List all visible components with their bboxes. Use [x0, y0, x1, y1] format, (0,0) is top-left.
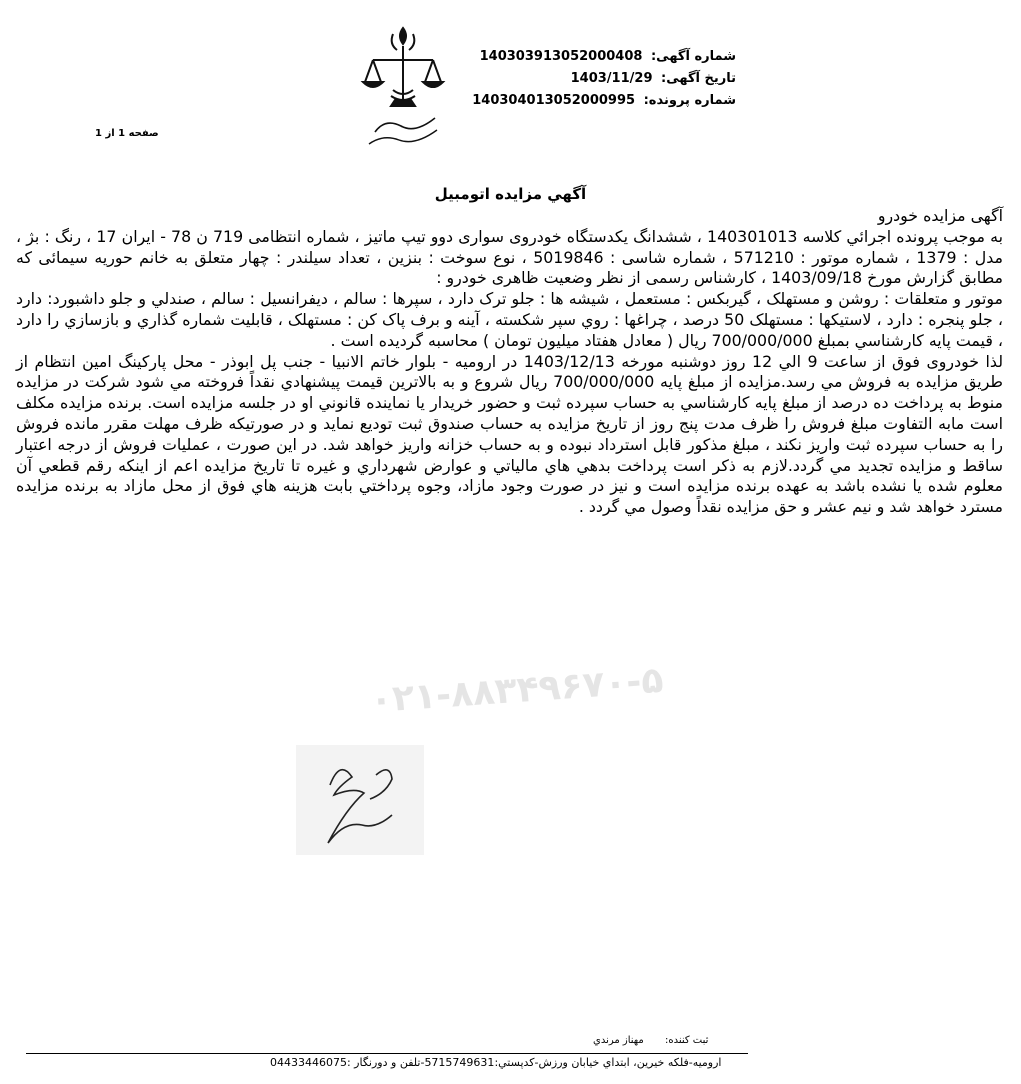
notice-date-label: تاریخ آگهی:	[661, 71, 736, 86]
notice-date-row	[472, 68, 736, 90]
notice-metadata	[472, 46, 736, 112]
notice-number-label: شماره آگهی:	[650, 49, 736, 64]
notice-date: 1403/11/29	[570, 71, 653, 86]
paragraph-condition: موتور و متعلقات : روشن و مستهلک ، گيربكس : مستعمل ، شيشه ها : جلو ترک دارد ، سپرها : سالم ، ديفرانسيل : سالم ، صندلي و جلو داشبورد: دارد ، جلو پنجره : دارد ، لاستيكها : مستهلک 50 درصد ، چراغها : روي سپر شكسته ، آينه و برف پاک كن : مستهلک ، قابليت شماره گذاري و بازسازي را دارد ، قيمت پايه كارشناسي بمبلغ 700/000/000 ريال ( معادل هفتاد ميليون تومان ) محاسبه گرديده است .	[16, 289, 1003, 350]
case-number-label: شماره پرونده:	[643, 93, 736, 108]
watermark-phone: ۰۲۱-۸۸۳۴۹۶۷۰-۵	[368, 659, 665, 722]
signature-image	[296, 745, 424, 855]
case-number: 140304013052000995	[472, 93, 636, 108]
paragraph-heading: آگهی مزایده خودرو	[877, 206, 1003, 225]
judiciary-emblem	[355, 20, 455, 150]
registrar	[593, 1035, 708, 1046]
footer-address: اروميه-فلكه خيرين، ابتداي خيابان ورزش-كدپستي:5715749631-تلفن و دورنگار :04433446075	[270, 1056, 722, 1069]
notice-number-row	[472, 46, 736, 68]
page-indicator: صفحه 1 از 1	[95, 128, 159, 139]
handwritten-signature-icon	[296, 745, 424, 855]
registrar-label: ثبت كننده:	[664, 1035, 709, 1046]
notice-number: 140303913052000408	[479, 49, 643, 64]
case-number-row	[472, 90, 736, 112]
scales-of-justice-icon	[355, 20, 455, 150]
document-title: آگهي مزايده اتومبيل	[434, 185, 587, 203]
footer-divider	[26, 1053, 748, 1054]
paragraph-auction-terms: لذا خودروی فوق از ساعت 9 الي 12 روز دوشنبه مورخه 1403/12/13 در اروميه - بلوار خاتم الانبيا - جنب پل ابوذر - محل پاركينگ امين انتظام از طريق مزايده به فروش مي رسد.مزايده از مبلغ پايه 700/000/000 ريال شروع و به بالاترين قيمت پيشنهادي نقداً فروخته مي شود شركت در مزايده منوط به پرداخت ده درصد از مبلغ پايه كارشناسي به حساب سپرده ثبت و حضور خريدار يا نماينده قانوني او در جلسه مزايده است. برنده مزايده مكلف است مابه التفاوت مبلغ فروش را ظرف مدت پنج روز از تاريخ مزايده به حساب صندوق ثبت توديع نمايد و در صورتيكه ظرف مهلت مقرر مانده فروش را به حساب سپرده ثبت واريز نكند ، مبلغ مذكور قابل استرداد نبوده و به حساب خزانه واريز خواهد شد. در اين صورت ، عمليات فروش از درجه اعتبار ساقط و مزايده تجديد مي گردد.لازم به ذكر است پرداخت بدهي هاي مالياتي و عوارض شهرداري و غيره تا تاريخ مزايده اعم از اينكه رقم قطعي آن معلوم شده يا نشده باشد به عهده برنده مزايده است و نيز در صورت وجود مازاد، وجوه پرداختي بابت هزينه هاي فوق از محل مازاد به برنده مزايده مسترد خواهد شد و نيم عشر و حق مزايده نقداً وصول مي گردد .	[16, 351, 1004, 517]
document-body	[16, 206, 1003, 518]
registrar-name: مهناز مرندي	[593, 1035, 644, 1046]
paragraph-vehicle-details: به موجب پرونده اجرائي كلاسه 140301013 ، ششدانگ يكدستگاه خودروی سواری دوو تيپ ماتيز ، شماره انتظامی 719 ن 78 - ايران 17 ، رنگ : بژ ، مدل : 1379 ، شماره موتور : 571210 ، شماره شاسی : 5019846 ، نوع سوخت : بنزين ، تعداد سيلندر : چهار متعلق به خانم حوريه سيمائی كه مطابق گزارش مورخ 1403/09/18 ، كارشناس رسمی از نظر وضعيت ظاهری خودرو :	[16, 226, 1004, 288]
